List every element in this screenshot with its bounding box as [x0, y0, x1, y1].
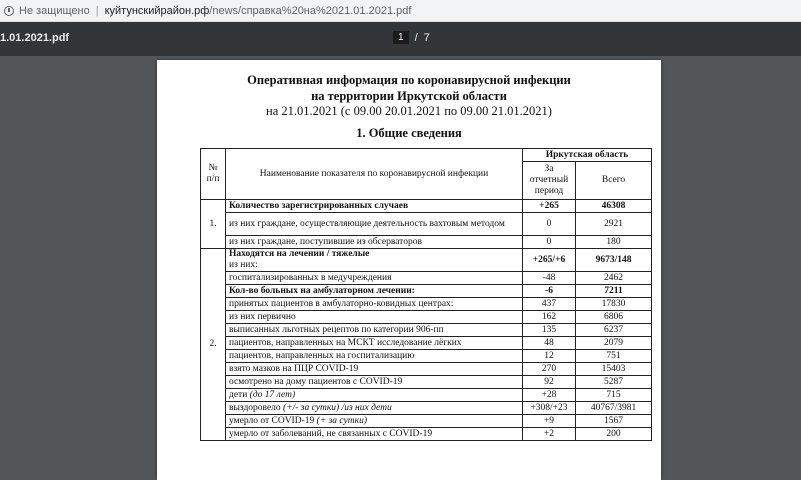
total-pages: 7 — [423, 31, 430, 44]
doc-title-line2: на территории Иркутской области — [311, 89, 507, 103]
table-header-row — [201, 149, 652, 162]
row-total-value: 7211 — [576, 285, 652, 298]
row-period-value: 270 — [523, 363, 576, 376]
table-row — [201, 389, 652, 402]
row-period-value: +265/+6 — [523, 249, 576, 272]
row-label-italic: (до 17 лет) — [249, 389, 296, 400]
row-period-value: 0 — [523, 236, 576, 249]
row-total-value: 5287 — [576, 376, 652, 389]
doc-date-line: на 21.01.2021 (с 09.00 20.01.2021 по 09.00 21.01.2021) — [266, 104, 552, 118]
row-total-value: 2921 — [576, 213, 652, 236]
table-row — [201, 363, 652, 376]
stats-table — [200, 148, 652, 441]
row-total-value: 17830 — [576, 298, 652, 311]
table-row — [201, 213, 652, 236]
pdf-page — [157, 60, 661, 480]
table-row — [201, 376, 652, 389]
row-period-value: -6 — [523, 285, 576, 298]
header-region: Иркутская область — [523, 149, 652, 162]
row-label-sub: из них: — [229, 260, 258, 270]
table-row — [201, 350, 652, 363]
section-title: 1. Общие сведения — [356, 126, 462, 140]
row-period-value: 0 — [523, 213, 576, 236]
row-label: госпитализированных в медучреждения — [226, 272, 523, 285]
row-label: пациентов, направленных на госпитализацию — [226, 350, 523, 363]
row-total-value: 180 — [576, 236, 652, 249]
url-path[interactable]: /news/справка%20на%2021.01.2021.pdf — [209, 4, 412, 17]
row-period-value: +308/+23 — [523, 402, 576, 415]
pdf-viewer[interactable] — [0, 56, 801, 439]
table-row — [201, 298, 652, 311]
row-label: умерло от заболеваний, не связанных с COVID-19 — [226, 428, 523, 441]
row-period-value: 162 — [523, 311, 576, 324]
row-period-value: +265 — [523, 200, 576, 213]
table-row — [201, 272, 652, 285]
address-bar[interactable] — [0, 0, 801, 22]
table-row — [201, 428, 652, 441]
row-label — [226, 415, 523, 428]
row-label: из них граждане, осуществляющие деятельность вахтовым методом — [226, 213, 523, 236]
row-period-value: +9 — [523, 415, 576, 428]
row-total-value: 6237 — [576, 324, 652, 337]
security-label[interactable]: Не защищено — [19, 4, 90, 17]
row-label: пациентов, направленных на МСКТ исследование лёгких — [226, 337, 523, 350]
row-label: принятых пациентов в амбулаторно-ковидных центрах: — [226, 298, 523, 311]
table-row — [201, 285, 652, 298]
row-total-value: 15403 — [576, 363, 652, 376]
table-row — [201, 402, 652, 415]
row-period-value: +28 — [523, 389, 576, 402]
row-total-value: 6806 — [576, 311, 652, 324]
row-label — [226, 249, 523, 272]
table-row — [201, 324, 652, 337]
row-label — [226, 402, 523, 415]
row-label: из них граждане, поступившие из обсерваторов — [226, 236, 523, 249]
header-name: Наименование показателя по коронавирусной инфекции — [226, 149, 523, 200]
table-row — [201, 311, 652, 324]
doc-title-line1: Оперативная информация по коронавирусной инфекции — [247, 73, 571, 87]
row-label — [226, 389, 523, 402]
row-period-value: -48 — [523, 272, 576, 285]
header-num: № п/п — [201, 149, 226, 200]
table-row — [201, 415, 652, 428]
row-total-value: 200 — [576, 428, 652, 441]
table-row — [201, 249, 652, 272]
row-total-value: 2462 — [576, 272, 652, 285]
row-label-main: выздоровело — [229, 402, 281, 413]
row-period-value: +2 — [523, 428, 576, 441]
row-label-italic: (+ за сутки) — [316, 415, 367, 426]
info-warning-icon[interactable] — [4, 6, 14, 16]
row-label-main: Находятся на лечении / тяжелые — [229, 249, 370, 259]
row-num: 2. — [201, 249, 226, 441]
row-total-value: 9673/148 — [576, 249, 652, 272]
row-total-value: 1567 — [576, 415, 652, 428]
row-label-main: умерло от COVID-19 — [229, 415, 315, 426]
pdf-toolbar — [0, 22, 801, 56]
row-label: осмотрено на дому пациентов с COVID-19 — [226, 376, 523, 389]
row-label: выписанных льготных рецептов по категории 906-пп — [226, 324, 523, 337]
row-label-main: дети — [229, 389, 248, 400]
pdf-filename: 1.01.2021.pdf — [0, 32, 70, 44]
row-period-value: 12 — [523, 350, 576, 363]
table-row — [201, 337, 652, 350]
row-label: Количество зарегистрированных случаев — [226, 200, 523, 213]
row-period-value: 92 — [523, 376, 576, 389]
row-label: Кол-во больных на амбулаторном лечении: — [226, 285, 523, 298]
row-period-value: 48 — [523, 337, 576, 350]
separator: | — [95, 4, 99, 17]
header-total: Всего — [576, 162, 652, 200]
row-total-value: 2079 — [576, 337, 652, 350]
row-period-value: 437 — [523, 298, 576, 311]
row-label: взято мазков на ПЦР COVID-19 — [226, 363, 523, 376]
row-total-value: 751 — [576, 350, 652, 363]
row-total-value: 715 — [576, 389, 652, 402]
table-row — [201, 236, 652, 249]
row-period-value: 135 — [523, 324, 576, 337]
row-num: 1. — [201, 200, 226, 249]
row-total-value: 40767/3981 — [576, 402, 652, 415]
page-separator: / — [414, 31, 418, 44]
current-page-input[interactable]: 1 — [393, 31, 409, 44]
table-row — [201, 200, 652, 213]
row-total-value: 46308 — [576, 200, 652, 213]
url-host[interactable]: куйтунскийрайон.рф — [104, 4, 210, 17]
row-label-italic: (+/- за сутки) /из них дети — [283, 402, 392, 413]
page-selector — [393, 31, 430, 44]
header-period: За отчетный период — [523, 162, 576, 200]
row-label: из них первично — [226, 311, 523, 324]
